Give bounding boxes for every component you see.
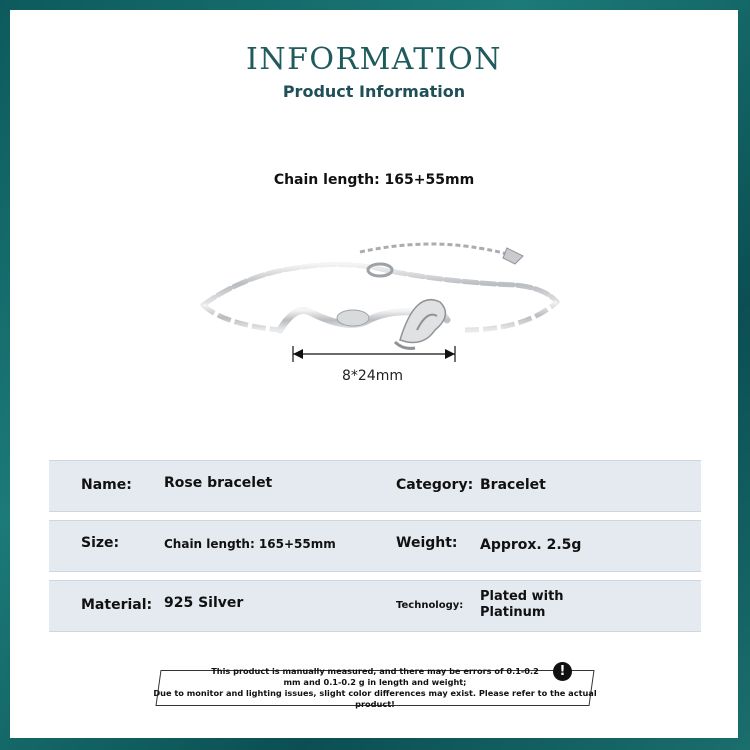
notice-text <box>140 666 610 710</box>
spec-label: Size: <box>81 535 120 551</box>
page-title: INFORMATION <box>245 42 503 77</box>
spec-value: Rose bracelet <box>164 475 273 491</box>
notice-line: This product is manually measured, and there may be errors of 0.1-0.2 <box>211 666 539 676</box>
bracelet-image <box>185 230 565 370</box>
spec-value: Bracelet <box>480 477 546 493</box>
page-subtitle: Product Information <box>282 82 466 101</box>
spec-label: Material: <box>81 597 153 613</box>
notice-line: Due to monitor and lighting issues, slight color differences may exist. Please refer to the actual <box>153 688 597 698</box>
pendant-dimension-label: 8*24mm <box>342 368 403 384</box>
spec-row-size <box>49 520 701 572</box>
spec-value: Approx. 2.5g <box>480 537 582 553</box>
spec-row-material <box>49 580 701 632</box>
notice-line: product! <box>355 699 395 709</box>
exclamation-icon: ! <box>553 662 572 681</box>
spec-value: Chain length: 165+55mm <box>164 537 336 551</box>
product-info-card <box>10 10 738 738</box>
spec-label: Weight: <box>396 535 458 551</box>
spec-label: Name: <box>81 477 132 493</box>
spec-row-name <box>49 460 701 512</box>
chain-length-caption: Chain length: 165+55mm <box>273 172 475 188</box>
spec-label: Technology: <box>396 600 464 611</box>
notice-line: mm and 0.1-0.2 g in length and weight; <box>283 677 467 687</box>
spec-value: Plated with Platinum <box>480 589 564 620</box>
spec-label: Category: <box>396 477 474 493</box>
spec-value: 925 Silver <box>164 595 244 611</box>
